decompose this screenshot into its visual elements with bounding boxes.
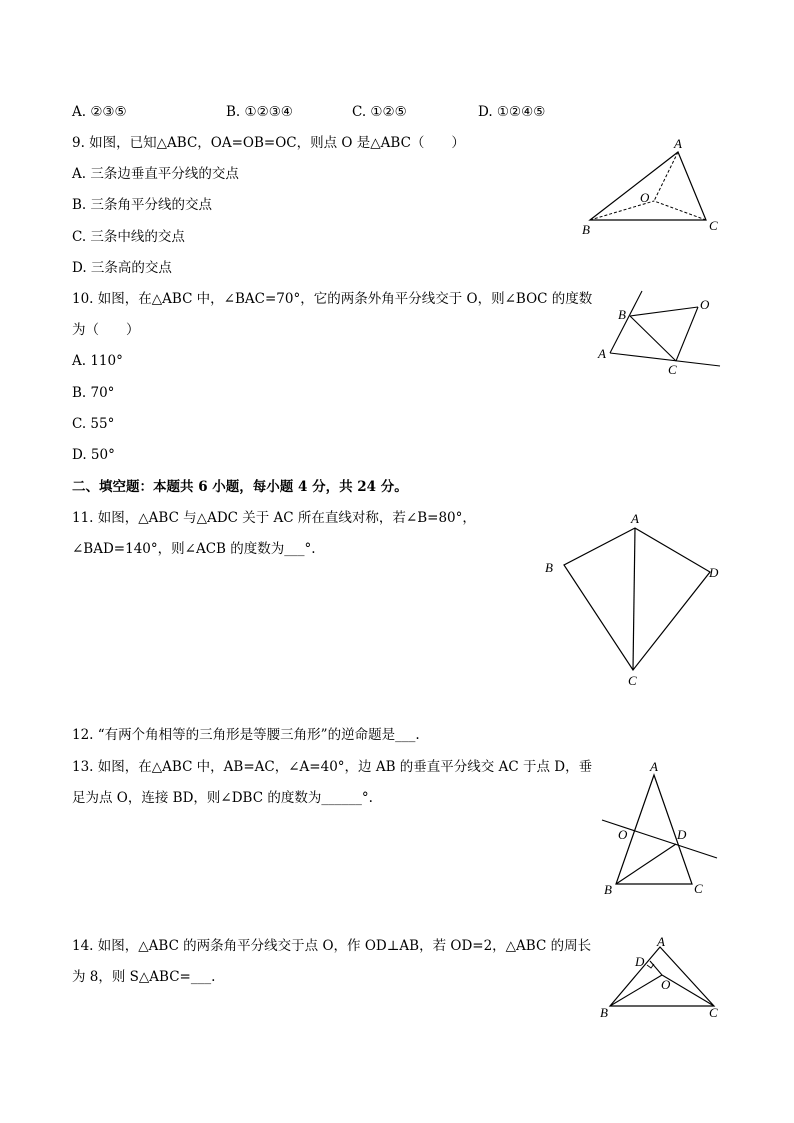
q14-label-o: O bbox=[661, 977, 671, 992]
q9-label-o: O bbox=[640, 190, 650, 205]
q11-label-b: B bbox=[545, 560, 553, 575]
q12-text: 12. “有两个角相等的三角形是等腰三角形”的逆命题是___. bbox=[72, 727, 420, 743]
q14-line2: 为 8，则 S△ABC=___. bbox=[72, 969, 216, 985]
q13-label-c: C bbox=[694, 881, 703, 896]
q14-label-a: A bbox=[657, 934, 665, 949]
q14-label-b: B bbox=[600, 1005, 608, 1020]
q10-stem-line1: 10. 如图，在△ABC 中，∠BAC=70°，它的两条外角平分线交于 O，则∠BOC 的度数 bbox=[72, 291, 593, 307]
q14-label-d: D bbox=[635, 954, 645, 969]
q13-label-a: A bbox=[650, 759, 658, 774]
q10-stem-line2: 为（ ） bbox=[72, 322, 140, 338]
q8-option-d: D. ①②④⑤ bbox=[478, 104, 546, 120]
q8-option-b: B. ①②③④ bbox=[226, 104, 293, 120]
q13-label-b: B bbox=[604, 882, 612, 897]
q9-label-b: B bbox=[582, 222, 590, 237]
q10-label-c: C bbox=[668, 362, 677, 377]
q10-option-c: C. 55° bbox=[72, 416, 115, 432]
q11-label-d: D bbox=[709, 565, 719, 580]
q10-label-o: O bbox=[700, 297, 710, 312]
q9-label-c: C bbox=[709, 218, 718, 233]
q13-line2: 足为点 O，连接 BD，则∠DBC 的度数为______°. bbox=[72, 790, 373, 806]
q13-label-d: D bbox=[677, 827, 687, 842]
q11-label-c: C bbox=[628, 673, 637, 688]
q13-line1: 13. 如图，在△ABC 中，AB=AC，∠A=40°，边 AB 的垂直平分线交 AC 于点 D，垂 bbox=[72, 759, 593, 775]
q10-figure bbox=[590, 285, 730, 380]
q11-figure bbox=[540, 510, 730, 690]
q9-option-d: D. 三条高的交点 bbox=[72, 260, 172, 276]
q10-option-a: A. 110° bbox=[72, 353, 123, 369]
q14-figure bbox=[596, 933, 728, 1023]
q10-label-b: B bbox=[618, 307, 626, 322]
q9-stem: 9. 如图，已知△ABC，OA=OB=OC，则点 O 是△ABC（ ） bbox=[72, 135, 465, 151]
q11-label-a: A bbox=[631, 511, 639, 526]
q13-label-o: O bbox=[618, 827, 628, 842]
q9-figure bbox=[570, 130, 730, 240]
q10-option-b: B. 70° bbox=[72, 385, 115, 401]
q8-option-c: C. ①②⑤ bbox=[352, 104, 407, 120]
q11-line1: 11. 如图，△ABC 与△ADC 关于 AC 所在直线对称，若∠B=80°， bbox=[72, 510, 476, 526]
q9-label-a: A bbox=[674, 136, 682, 151]
q9-option-c: C. 三条中线的交点 bbox=[72, 229, 185, 245]
q14-line1: 14. 如图，△ABC 的两条角平分线交于点 O，作 OD⊥AB，若 OD=2，△ABC 的周长 bbox=[72, 938, 592, 954]
section-2-heading: 二、填空题：本题共 6 小题，每小题 4 分，共 24 分。 bbox=[72, 479, 408, 495]
q14-label-c: C bbox=[709, 1005, 718, 1020]
q9-option-b: B. 三条角平分线的交点 bbox=[72, 197, 213, 213]
q8-option-a: A. ②③⑤ bbox=[72, 104, 127, 120]
q13-figure bbox=[598, 758, 723, 898]
q11-line2: ∠BAD=140°，则∠ACB 的度数为___°. bbox=[72, 541, 316, 557]
q10-option-d: D. 50° bbox=[72, 447, 115, 463]
q10-label-a: A bbox=[598, 346, 606, 361]
q9-option-a: A. 三条边垂直平分线的交点 bbox=[72, 166, 239, 182]
